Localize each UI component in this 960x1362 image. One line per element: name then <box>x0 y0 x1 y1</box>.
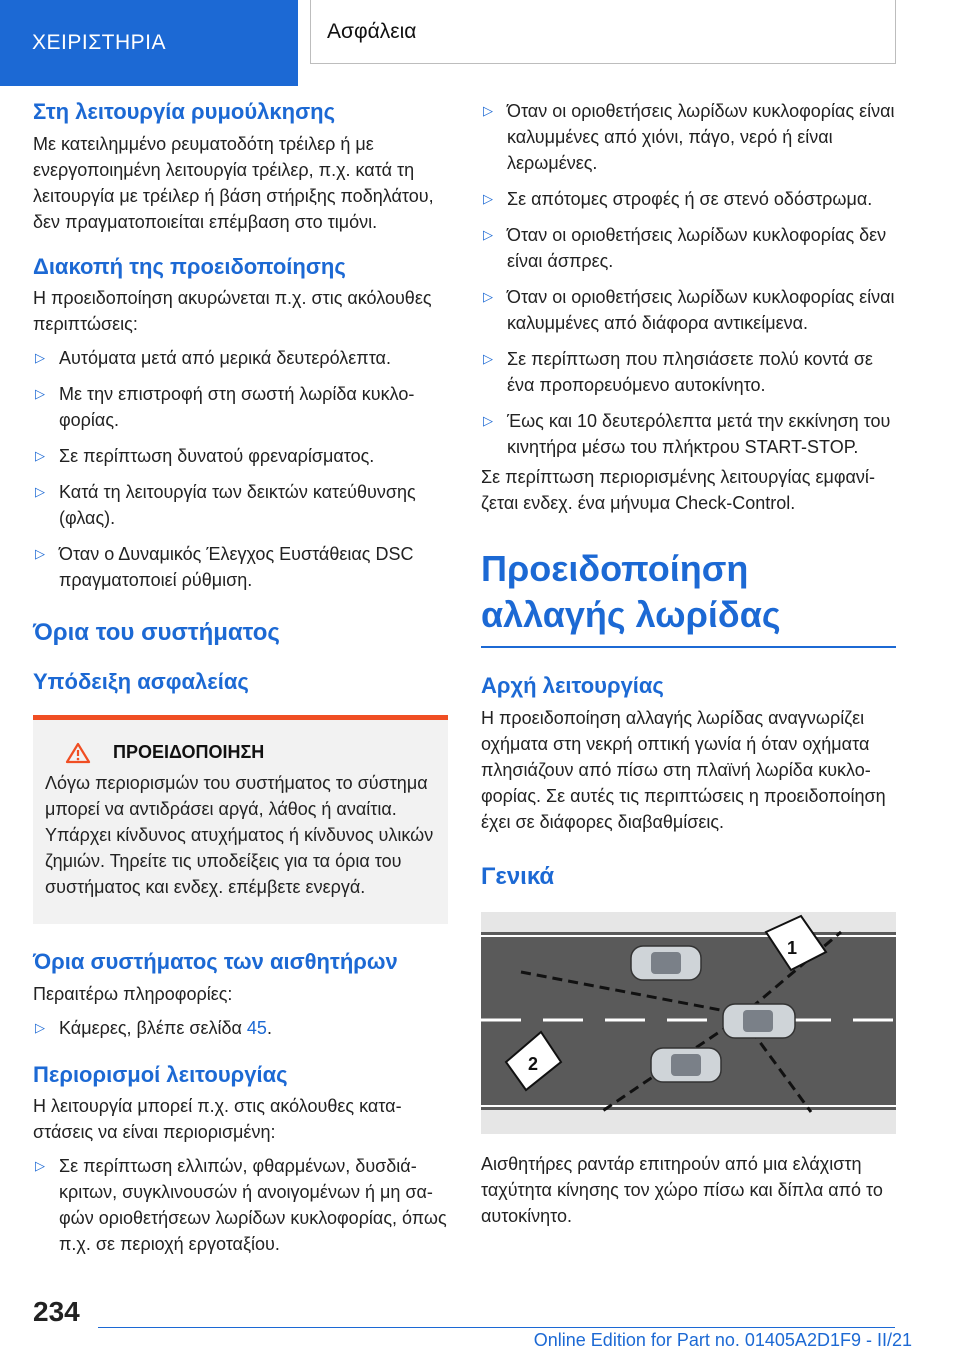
edition-text: Online Edition for Part no. 01405A2D1F9 - II/21 <box>533 1330 912 1350</box>
lane-change-figure <box>481 912 896 1134</box>
figure-caption: Αισθητήρες ραντάρ επιτηρούν από μια ελάχιστη ταχύτητα κίνησης τον χώρο πίσω και δίπλα από το αυτοκίνητο. <box>481 1153 883 1226</box>
car-icon <box>631 946 701 980</box>
trailer-text: Με κατειλημμένο ρευματοδότη τρέιλερ ή με ενεργοποιημένη λειτουργία τρέιλερ, π.χ. κατά τη λειτουργία με τρέιλερ ή βάση στήριξης ποδηλάτου, δεν πραγματοποιείται επέμβαση στο τιμόνι. <box>33 133 434 232</box>
interrupt-heading: Διακοπή της προειδοποίησης <box>33 253 346 279</box>
func-limits-heading: Περιορισμοί λειτουργίας <box>33 1061 288 1087</box>
list-item: ▷ Όταν ο Δυναμικός Έλεγχος Ευστάθειας DSC πραγματοποιεί ρύθμιση. <box>33 541 448 593</box>
triangle-bullet-icon: ▷ <box>483 351 493 366</box>
principle-heading: Αρχή λειτουργίας <box>481 673 664 699</box>
list-item: ▷ Όταν οι οριοθετήσεις λωρίδων κυκλοφορίας δεν είναι άσπρες. <box>481 222 896 274</box>
list-item: ▷ Αυτόματα μετά από μερικά δευτερόλεπτα. <box>33 345 448 371</box>
triangle-bullet-icon: ▷ <box>35 350 45 366</box>
condition-list <box>481 98 896 460</box>
list-item: ▷ Όταν οι οριοθετήσεις λωρίδων κυκλοφορίας είναι καλυμμένες από διάφορα αντικείμενα. <box>481 284 896 336</box>
triangle-bullet-icon: ▷ <box>35 546 45 562</box>
list-item: ▷ Κάμερες, βλέπε σελίδα 45. <box>33 1015 448 1041</box>
zone-2-label: 2 <box>528 1053 539 1074</box>
warning-box <box>33 715 448 924</box>
right-column <box>481 98 896 1229</box>
warning-text: Λόγω περιορισμών του συστήματος το σύστημα μπορεί να αντιδράσει αργά, λάθος ή αναίτια. Υπάρχει κίνδυνος ατυχήματος ή κίνδυνος υλικών ζημιών. Τηρείτε τις υποδείξεις για τα όρια του συστήματος και ενδεχ. επέμβετε ενεργά. <box>45 772 434 897</box>
triangle-bullet-icon: ▷ <box>35 484 45 500</box>
trailer-heading: Στη λειτουργία ρυμούλκησης <box>33 99 336 124</box>
triangle-bullet-icon: ▷ <box>35 1158 45 1174</box>
heading-divider <box>481 646 896 648</box>
func-limits-text: Η λειτουργία μπορεί π.χ. στις ακόλουθες καταστάσεις να είναι περιορισμένη: <box>33 1096 402 1143</box>
list-item: ▷ Με την επιστροφή στη σωστή λωρίδα κυκλοφορίας. <box>33 381 448 433</box>
section-tab[interactable]: ΧΕΙΡΙΣΤΗΡΙΑ <box>0 0 298 86</box>
interrupt-text: Η προειδοποίηση ακυρώνεται π.χ. στις ακόλουθες περιπτώσεις: <box>33 288 432 335</box>
warning-title-row <box>45 742 438 764</box>
list-item: ▷ Σε περίπτωση δυνατού φρεναρίσματος. <box>33 443 448 469</box>
car-icon <box>651 1048 721 1082</box>
sensor-list <box>33 1015 448 1041</box>
list-item: ▷ Κατά τη λειτουργία των δεικτών κατεύθυνσης (φλας). <box>33 479 448 531</box>
page-link[interactable]: 45 <box>246 1017 267 1038</box>
sensor-text: Περαιτέρω πληροφορίες: <box>33 983 233 1004</box>
principle-text: Η προειδοποίηση αλλαγής λωρίδας αναγνωρίζει οχήματα στη νεκρή οπτική γωνία ή όταν οχήματα πλησιάζουν από πίσω στη πλαϊνή λωρίδα κυκλοφορίας. Σε αυτές τις περιπτώσεις η προειδοποίηση έχει σε διάφορες διαβαθμίσεις. <box>481 707 886 832</box>
sensor-heading: Όρια συστήματος των αισθητήρων <box>33 948 398 974</box>
list-item: ▷ Σε περίπτωση που πλησιάσετε πολύ κοντά σε ένα προπορευόμενο αυτοκίνητο. <box>481 346 896 398</box>
safety-heading: Υπόδειξη ασφαλείας <box>33 669 249 695</box>
triangle-bullet-icon: ▷ <box>483 413 493 428</box>
warning-triangle-icon <box>65 742 91 764</box>
triangle-bullet-icon: ▷ <box>483 289 493 304</box>
car-icon <box>723 1004 795 1038</box>
footer-divider <box>98 1327 895 1328</box>
triangle-bullet-icon: ▷ <box>483 191 493 206</box>
left-column <box>33 98 448 1257</box>
warning-title: ΠΡΟΕΙΔΟΠΟΙΗΣΗ <box>113 742 265 763</box>
interrupt-list <box>33 345 448 593</box>
list-item: ▷ Σε περίπτωση ελλιπών, φθαρμένων, δυσδιάκριτων, συγκλινουσών ή ανοιγομένων ή μη σαφών οριοθετήσεων λωρίδων κυκλοφορίας, όπως π.χ. σε περιοχή εργοταξίου. <box>33 1153 448 1257</box>
general-heading: Γενικά <box>481 862 555 890</box>
list-item: ▷ Όταν οι οριοθετήσεις λωρίδων κυκλοφορίας είναι καλυμμένες από χιόνι, πάγο, νερό ή είναι λερωμένες. <box>481 98 896 176</box>
limits-heading: Όρια του συστήματος <box>33 619 280 647</box>
restricted-text: Σε περίπτωση περιορισμένης λειτουργίας εμφανίζεται ενδεχ. ένα μήνυμα Check-Control. <box>481 467 875 513</box>
triangle-bullet-icon: ▷ <box>35 386 45 402</box>
zone-1-label: 1 <box>787 937 798 958</box>
triangle-bullet-icon: ▷ <box>483 227 493 242</box>
triangle-bullet-icon: ▷ <box>35 1019 45 1035</box>
page-number: 234 <box>33 1296 80 1327</box>
triangle-bullet-icon: ▷ <box>483 103 493 118</box>
triangle-bullet-icon: ▷ <box>35 448 45 464</box>
main-heading: Προειδοποίηση αλλαγής λωρίδας <box>481 548 781 636</box>
chapter-tab[interactable]: Ασφάλεια <box>310 0 896 64</box>
func-limits-list <box>33 1153 448 1257</box>
list-item: ▷ Σε απότομες στροφές ή σε στενό οδόστρωμα. <box>481 186 896 212</box>
list-item: ▷ Έως και 10 δευτερόλεπτα μετά την εκκίνηση του κινητήρα μέσω του πλήκτρου START-STOP. <box>481 408 896 460</box>
